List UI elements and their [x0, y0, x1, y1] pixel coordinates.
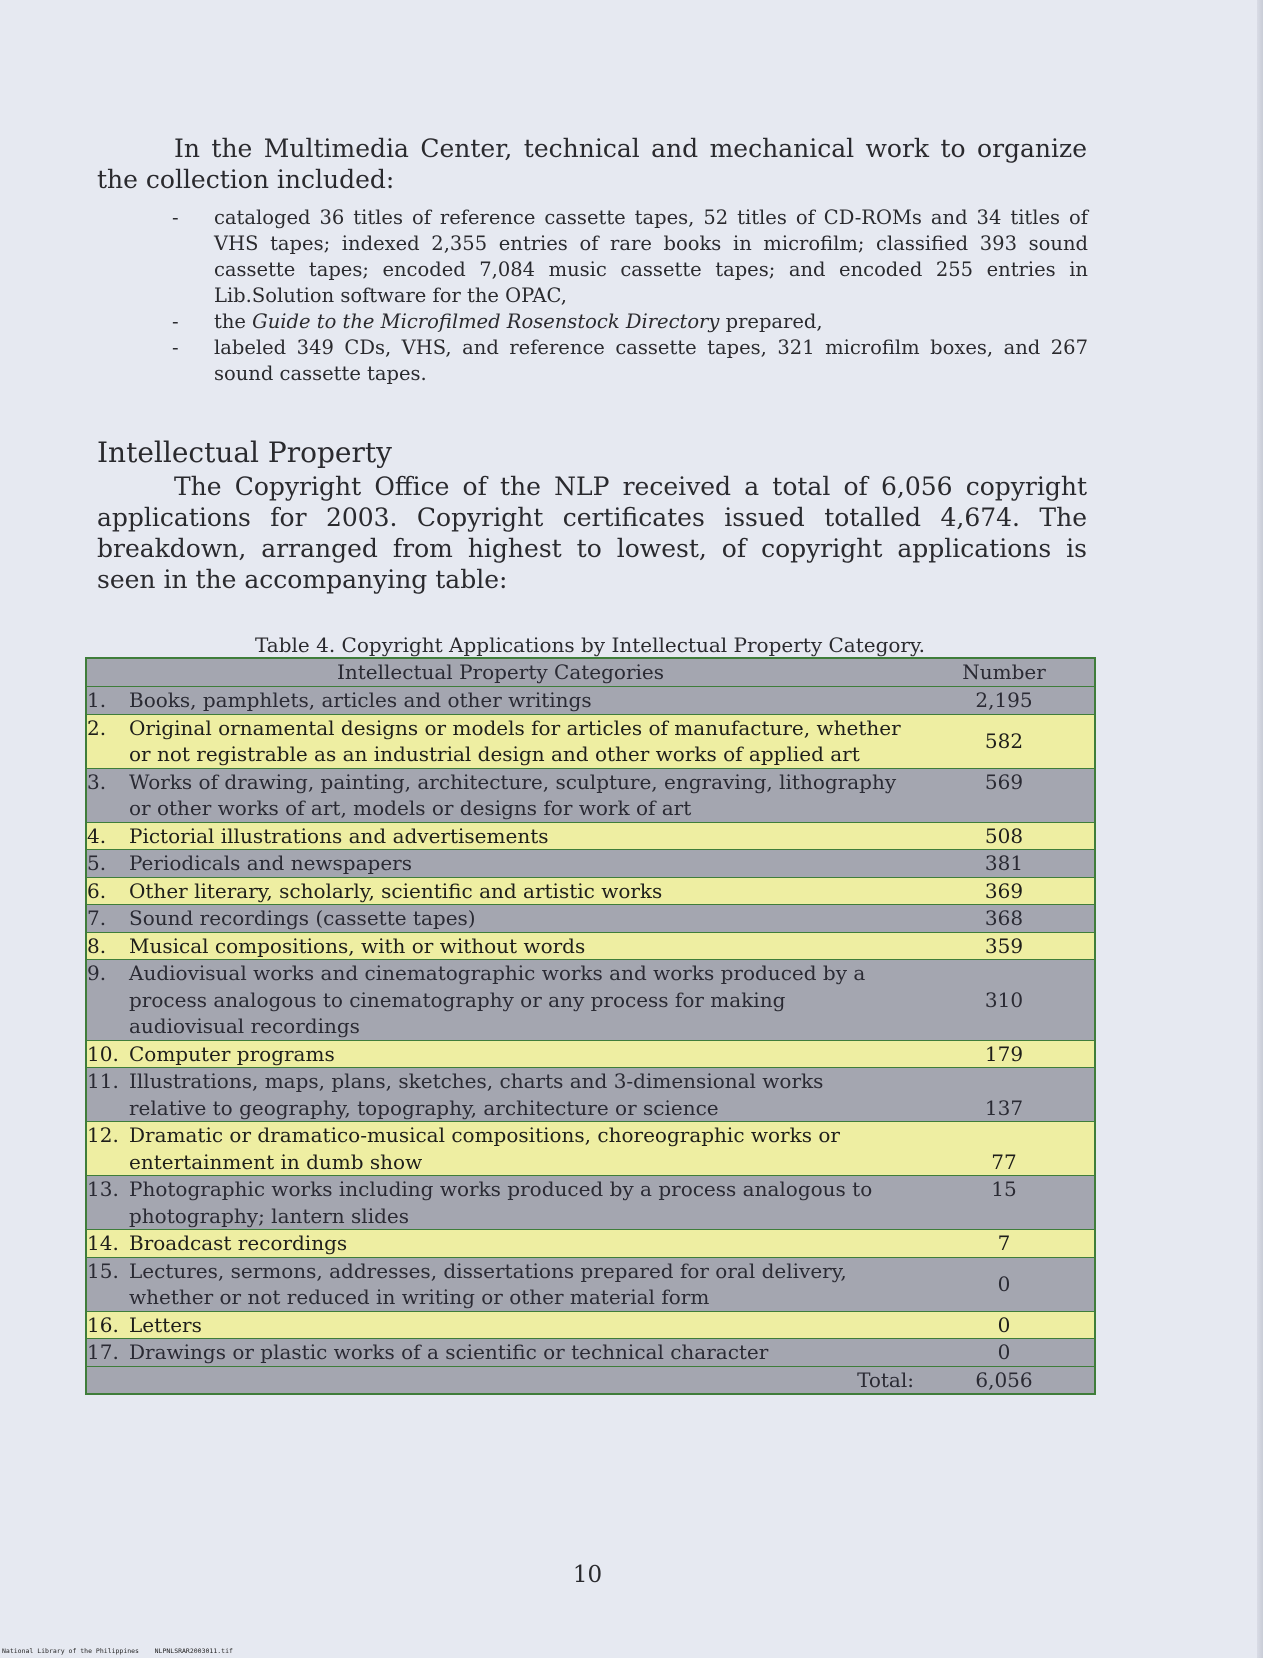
row-number: 14. [87, 1231, 119, 1255]
row-value: 359 [914, 932, 1095, 960]
table-row [86, 1311, 1095, 1339]
bullet-item: - the Guide to the Microfilmed Rosenstock Directory prepared, [172, 310, 823, 333]
table-row [86, 1230, 1095, 1258]
page-edge [1257, 0, 1263, 1658]
row-category: Drawings or plastic works of a scientific or technical character [129, 1340, 769, 1364]
row-category: Periodicals and newspapers [129, 851, 412, 875]
row-value: 0 [914, 1311, 1095, 1339]
page-number: 10 [572, 1562, 603, 1588]
bullet-item: - labeled 349 CDs, VHS, and reference cassette tapes, 321 microfilm boxes, and 267 sound cassette tapes. [172, 336, 1088, 385]
ip-paragraph: The Copyright Office of the NLP received a total of 6,056 copyright applications for 2003. Copyright certificates issued totalled 4,674. The breakdown, arranged from highest to lowest, of copyright applications is seen in the accompanying table: [97, 472, 1087, 594]
table-row [86, 1257, 1095, 1311]
row-number: 8. [87, 933, 107, 958]
header-number: Number [914, 658, 1095, 687]
row-number: 3. [87, 769, 107, 794]
table-row [86, 1068, 1095, 1122]
row-value: 381 [914, 850, 1095, 878]
row-category: Other literary, scholarly, scientific and artistic works [129, 878, 663, 903]
row-category: Sound recordings (cassette tapes) [129, 906, 476, 930]
row-number: 9. [87, 961, 107, 985]
row-value: 369 [914, 877, 1095, 905]
row-category: Books, pamphlets, articles and other writings [129, 688, 592, 712]
row-value: 137 [914, 1068, 1095, 1122]
table-row [86, 877, 1095, 905]
table-row [86, 1122, 1095, 1176]
row-number: 12. [87, 1123, 119, 1147]
scan-footer [2, 1647, 233, 1655]
row-category: Computer programs [129, 1041, 335, 1066]
header-category: Intellectual Property Categories [86, 658, 914, 687]
row-category: Pictorial illustrations and advertisements [129, 823, 549, 848]
row-value: 15 [914, 1176, 1095, 1230]
multimedia-intro-text: In the Multimedia Center, technical and mechanical work to organize the collection included: [97, 134, 1087, 194]
table-row [86, 932, 1095, 960]
table-row [86, 905, 1095, 933]
multimedia-bullet-list [172, 205, 1088, 387]
row-value: 582 [914, 714, 1095, 768]
row-number: 4. [87, 823, 107, 848]
row-number: 17. [87, 1340, 119, 1364]
row-number: 2. [87, 715, 107, 740]
row-value: 7 [914, 1230, 1095, 1258]
row-value: 179 [914, 1040, 1095, 1068]
row-number: 5. [87, 851, 107, 875]
total-value: 6,056 [914, 1366, 1095, 1394]
row-category: Lectures, sermons, addresses, dissertations prepared for oral delivery, whether or not reduced in writing or other material form [129, 1258, 847, 1309]
total-label: Total: [86, 1366, 914, 1394]
table-row [86, 850, 1095, 878]
multimedia-intro [97, 133, 1087, 195]
row-number: 13. [87, 1177, 119, 1201]
table-row [86, 822, 1095, 850]
row-category: Original ornamental designs or models for articles of manufacture, whether or not registrable as an industrial design and other works of applied art [129, 715, 901, 766]
table-row [86, 1176, 1095, 1230]
table-row [86, 768, 1095, 822]
row-number: 7. [87, 906, 107, 930]
row-number: 10. [87, 1041, 119, 1066]
row-category: Letters [129, 1312, 202, 1337]
footer-library: National Library of the Philippines [2, 1647, 139, 1655]
table-caption: Table 4. Copyright Applications by Intellectual Property Category. [255, 633, 925, 657]
row-value: 0 [914, 1257, 1095, 1311]
row-number: 11. [87, 1069, 119, 1093]
table-total-row [86, 1366, 1095, 1394]
row-value: 508 [914, 822, 1095, 850]
table-row [86, 687, 1095, 715]
row-category: Dramatic or dramatico-musical compositions, choreographic works or entertainment in dumb show [129, 1123, 840, 1174]
row-category: Broadcast recordings [129, 1231, 348, 1255]
table-row [86, 1040, 1095, 1068]
table-row [86, 1339, 1095, 1367]
copyright-table [85, 657, 1096, 1395]
row-value: 0 [914, 1339, 1095, 1367]
table-row [86, 714, 1095, 768]
row-value: 77 [914, 1122, 1095, 1176]
row-category: Illustrations, maps, plans, sketches, charts and 3-dimensional works relative to geography, topography, architecture or science [129, 1069, 824, 1120]
row-category: Audiovisual works and cinematographic works and works produced by a process analogous to cinematography or any process for making audiovisual recordings [129, 961, 866, 1038]
row-value: 310 [914, 960, 1095, 1041]
row-value: 569 [914, 768, 1095, 822]
table-row [86, 960, 1095, 1041]
row-category: Works of drawing, painting, architecture, sculpture, engraving, lithography or other works of art, models or designs for work of art [129, 769, 897, 820]
row-category: Photographic works including works produced by a process analogous to photography; lantern slides [129, 1177, 873, 1228]
ip-section [97, 436, 1087, 595]
row-value: 2,195 [914, 687, 1095, 715]
row-number: 1. [87, 688, 107, 712]
row-value: 368 [914, 905, 1095, 933]
row-number: 6. [87, 878, 107, 903]
row-number: 15. [87, 1258, 119, 1283]
row-number: 16. [87, 1312, 119, 1337]
table-header-row [86, 658, 1095, 687]
section-heading: Intellectual Property [97, 436, 392, 469]
row-category: Musical compositions, with or without words [129, 933, 586, 958]
bullet-item: - cataloged 36 titles of reference cassette tapes, 52 titles of CD-ROMs and 34 titles of VHS tapes; indexed 2,355 entries of rare books in microfilm; classified 393 sound cassette tapes; encoded 7,084 music cassette tapes; and encoded 255 entries in Lib.Solution software for the OPAC, [172, 206, 1088, 307]
footer-file: NLPNLSRAR2003011.tif [154, 1647, 233, 1655]
